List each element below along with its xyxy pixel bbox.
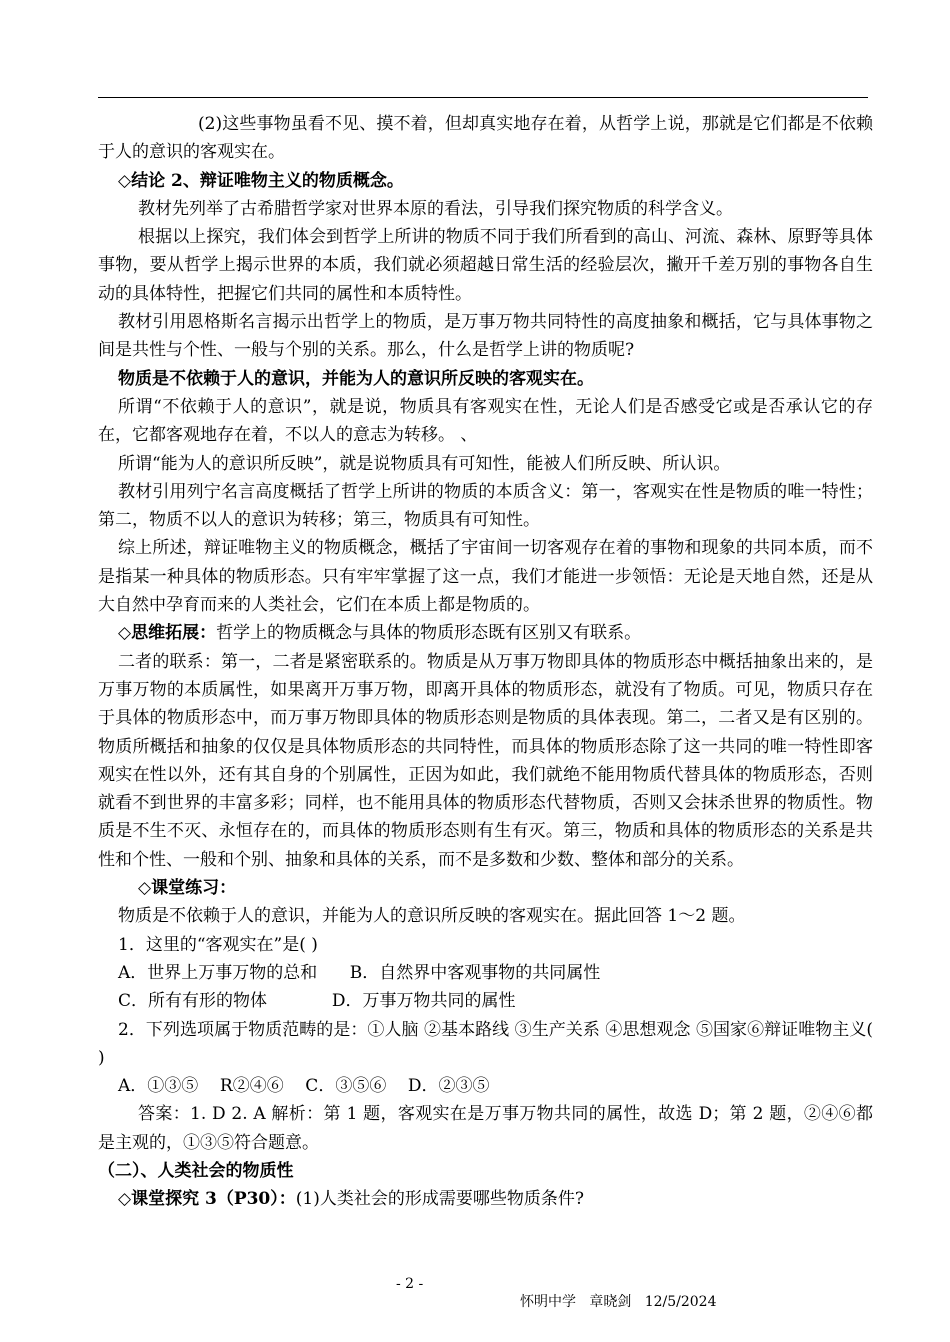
question-2: 2．下列选项属于物质范畴的是：①人脑 ②基本路线 ③生产关系 ④思想观念 ⑤国家⑥辩证唯物主义( ) <box>98 1019 873 1068</box>
definition-of-matter: 物质是不依赖于人的意识，并能为人的意识所反映的客观实在。 <box>118 368 594 389</box>
answers-and-explanation: 答案：1. D 2. A 解析：第 1 题，客观实在是万事万物共同的属性，故选 D；第 2 题，②④⑥都是主观的，①③⑤符合题意。 <box>98 1104 873 1153</box>
paragraph-relationship: 二者的联系：第一，二者是紧密联系的。物质是从万事万物即具体的物质形态中概括抽象出来的，是万事万物的本质属性，如果离开万事万物，即离开具体的物质形态，就没有了物质。可见，物质只存在于具体的物质形态中，而万事万物即具体的物质形态则是物质的具体表现。第二，二者又是有区别的。物质所概括和抽象的仅仅是具体物质形态的共同特性，而具体的物质形态除了这一共同的唯一特性即客观实在性以外，还有其自身的个别属性，正因为如此，我们就绝不能用物质代替具体的物质形态，否则就看不到世界的丰富多彩；同样，也不能用具体的物质形态代替物质，否则又会抹杀世界的物质性。物质是不生不灭、永恒存在的，而具体的物质形态则有生有灭。第三，物质和具体的物质形态的关系是共性和个性、一般和个别、抽象和具体的关系，而不是多数和少数、整体和部分的关系。 <box>98 651 873 870</box>
text-inquiry-3: (1)人类社会的形成需要哪些物质条件? <box>295 1189 584 1210</box>
page-number: - 2 - <box>396 1276 424 1292</box>
paragraph-summary: 综上所述，辩证唯物主义的物质概念，概括了宇宙间一切客观存在着的事物和现象的共同本质，而不是指某一种具体的物质形态。只有牢牢掌握了这一点，我们才能进一步领悟：无论是天地自然，还是从大自然中孕育而来的人类社会，它们在本质上都是物质的。 <box>98 538 873 616</box>
paragraph-textbook-greek: 教材先列举了古希腊哲学家对世界本原的看法，引导我们探究物质的科学含义。 <box>138 198 733 219</box>
header-rule <box>98 97 868 98</box>
paragraph-inquiry-3 <box>98 1185 873 1213</box>
text-thinking-extension: 哲学上的物质概念与具体的物质形态既有区别又有联系。 <box>216 623 642 644</box>
paragraph-reflected-by-consciousness: 所谓“能为人的意识所反映”，就是说物质具有可知性，能被人们所反映、所认识。 <box>118 453 731 474</box>
section-heading-human-society: （二）、人类社会的物质性 <box>98 1160 294 1181</box>
heading-classroom-exercise: ◇课堂练习： <box>138 878 237 899</box>
paragraph-thinking-extension <box>98 619 873 647</box>
paragraph-inquiry-summary: 根据以上探究，我们体会到哲学上所讲的物质不同于我们所看到的高山、河流、森林、原野等具体事物，要从哲学上揭示世界的本质，我们就必须超越日常生活的经验层次，撇开千差万别的事物各自生动的具体特性，把握它们共同的属性和本质特性。 <box>98 227 873 304</box>
document-body <box>98 110 873 1214</box>
question-1: 1．这里的“客观实在”是( ) <box>118 934 318 955</box>
exercise-prompt: 物质是不依赖于人的意识，并能为人的意识所反映的客观实在。据此回答 1～2 题。 <box>118 906 746 927</box>
label-inquiry-3: ◇课堂探究 3（P30）： <box>118 1189 296 1210</box>
question-2-options: A．①③⑤ R②④⑥ C．③⑤⑥ D．②③⑤ <box>118 1076 490 1097</box>
paragraph-independent-of-consciousness: 所谓“不依赖于人的意识”，就是说，物质具有客观实在性，无论人们是否感受它或是否承认它的存在，它都客观地存在着，不以人的意志为转移。 、 <box>98 396 873 446</box>
footer-meta: 怀明中学 章晓剑 12/5/2024 <box>520 1294 717 1310</box>
question-1-options-ab: A．世界上万事万物的总和 B．自然界中客观事物的共同属性 <box>118 962 601 983</box>
heading-conclusion-2: ◇结论 2、辩证唯物主义的物质概念。 <box>118 170 404 191</box>
paragraph-lenin-quote: 教材引用列宁名言高度概括了哲学上所讲的物质的本质含义：第一，客观实在性是物质的唯一特性；第二，物质不以人的意识为转移；第三，物质具有可知性。 <box>98 481 873 531</box>
paragraph-objective-reality: (2)这些事物虽看不见、摸不着，但却真实地存在着，从哲学上说，那就是它们都是不依赖于人的意识的客观实在。 <box>98 114 873 163</box>
page-footer <box>0 1257 950 1311</box>
label-thinking-extension: ◇思维拓展： <box>118 623 217 644</box>
paragraph-engels-quote: 教材引用恩格斯名言揭示出哲学上的物质，是万事万物共同特性的高度抽象和概括，它与具体事物之间是共性与个性、一般与个别的关系。那么，什么是哲学上讲的物质呢? <box>98 312 873 361</box>
question-1-options-cd: C．所有有形的物体 D．万事万物共同的属性 <box>118 991 516 1012</box>
